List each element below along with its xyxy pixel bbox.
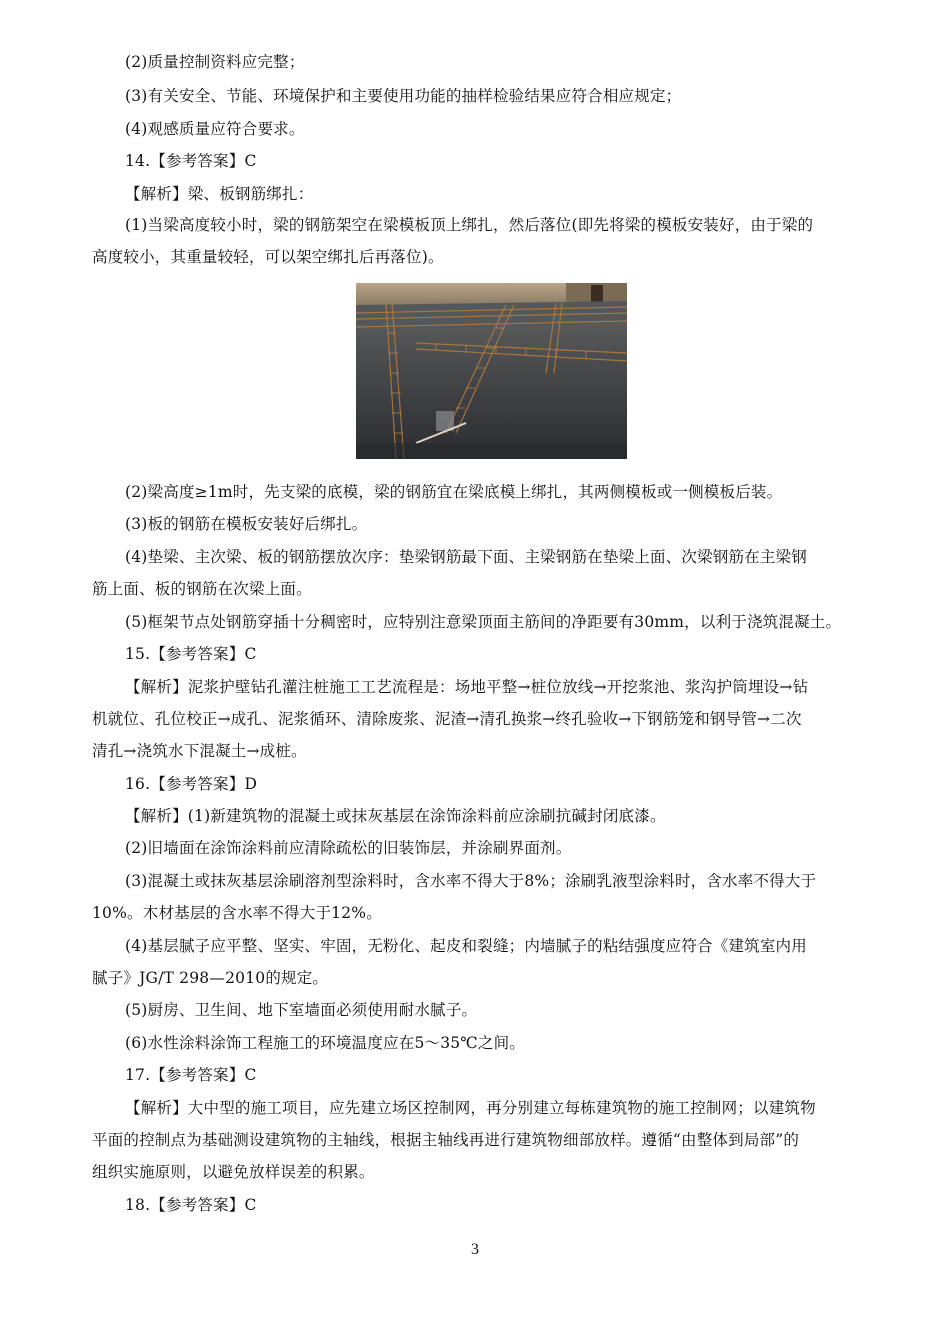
text-line: 【解析】大中型的施工项目，应先建立场区控制网，再分别建立每栋建筑物的施工控制网；以建筑物 xyxy=(125,1099,816,1117)
text-line: (2)质量控制资料应完整； xyxy=(125,53,305,71)
rebar-formwork-photo xyxy=(356,283,627,459)
text-line: 筋上面、板的钢筋在次梁上面。 xyxy=(92,580,312,598)
text-line: (4)观感质量应符合要求。 xyxy=(125,120,305,138)
text-line: 高度较小，其重量较轻，可以架空绑扎后再落位)。 xyxy=(92,248,444,266)
text-line: 平面的控制点为基础测设建筑物的主轴线，根据主轴线再进行建筑物细部放样。遵循“由整体到局部”的 xyxy=(92,1131,800,1149)
text-line: (4)基层腻子应平整、坚实、牢固，无粉化、起皮和裂缝；内墙腻子的粘结强度应符合《建筑室内用 xyxy=(125,937,807,955)
text-line: (5)厨房、卫生间、地下室墙面必须使用耐水腻子。 xyxy=(125,1001,478,1019)
text-line: 【解析】泥浆护壁钻孔灌注桩施工工艺流程是：场地平整→桩位放线→开挖浆池、浆沟护筒埋设→钻 xyxy=(125,678,809,696)
text-line: (2)旧墙面在涂饰涂料前应清除疏松的旧装饰层，并涂刷界面剂。 xyxy=(125,839,572,857)
answer-heading: 18.【参考答案】C xyxy=(125,1196,257,1214)
text-line: 【解析】梁、板钢筋绑扎： xyxy=(125,185,314,203)
answer-heading: 14.【参考答案】C xyxy=(125,152,257,170)
page-number: 3 xyxy=(471,1241,479,1258)
text-line: 机就位、孔位校正→成孔、泥浆循环、清除废浆、泥渣→清孔换浆→终孔验收→下钢筋笼和钢导管→二次 xyxy=(92,710,802,728)
answer-heading: 15.【参考答案】C xyxy=(125,645,257,663)
text-line: 清孔→浇筑水下混凝土→成桩。 xyxy=(92,742,307,760)
text-line: (3)板的钢筋在模板安装好后绑扎。 xyxy=(125,515,368,533)
answer-heading: 16.【参考答案】D xyxy=(125,775,258,793)
text-line: (4)垫梁、主次梁、板的钢筋摆放次序：垫梁钢筋最下面、主梁钢筋在垫梁上面、次梁钢筋在主梁钢 xyxy=(125,548,807,566)
text-line: (2)梁高度≥1m时，先支梁的底模，梁的钢筋宜在梁底模上绑扎，其两侧模板或一侧模板后装。 xyxy=(125,483,783,501)
text-line: (3)混凝土或抹灰基层涂刷溶剂型涂料时，含水率不得大于8%；涂刷乳液型涂料时，含水率不得大于 xyxy=(125,872,817,890)
text-line: 腻子》JG/T 298—2010的规定。 xyxy=(92,969,329,987)
text-line: 【解析】(1)新建筑物的混凝土或抹灰基层在涂饰涂料前应涂刷抗碱封闭底漆。 xyxy=(125,807,666,825)
answer-heading: 17.【参考答案】C xyxy=(125,1066,257,1084)
text-line: (1)当梁高度较小时，梁的钢筋架空在梁模板顶上绑扎，然后落位(即先将梁的模板安装好，由于梁的 xyxy=(125,216,814,234)
rebar-photo-illustration xyxy=(356,283,627,459)
text-line: 10%。木材基层的含水率不得大于12%。 xyxy=(92,904,382,922)
text-line: (5)框架节点处钢筋穿插十分稠密时，应特别注意梁顶面主筋间的净距要有30mm，以利于浇筑混凝土。 xyxy=(125,613,842,631)
text-line: (6)水性涂料涂饰工程施工的环境温度应在5～35℃之间。 xyxy=(125,1034,525,1052)
text-line: 组织实施原则，以避免放样误差的积累。 xyxy=(92,1163,375,1181)
text-line: (3)有关安全、节能、环境保护和主要使用功能的抽样检验结果应符合相应规定； xyxy=(125,87,682,105)
